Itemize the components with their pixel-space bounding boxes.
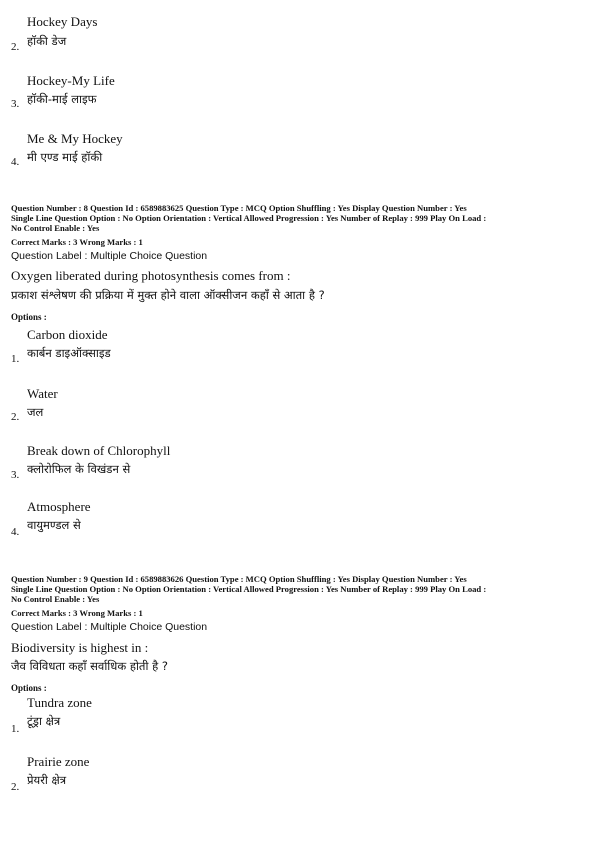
prev-option-3-hindi: हॉकी-माई लाइफ (27, 92, 97, 106)
q9-question-text-hindi: जैव विविधता कहाँ सर्वाधिक होती है ? (11, 659, 168, 673)
q9-question-text-english: Biodiversity is highest in : (11, 640, 149, 655)
q8-option-1-hindi: कार्बन डाइऑक्साइड (27, 346, 111, 360)
prev-option-4-hindi: मी एण्ड माई हॉकी (27, 150, 103, 164)
q9-option-1-number: 1. (11, 723, 20, 735)
prev-option-3-english: Hockey-My Life (27, 73, 115, 88)
q9-option-1-english: Tundra zone (27, 695, 92, 710)
q8-option-1-number: 1. (11, 353, 20, 365)
q9-option-2-number: 2. (11, 781, 20, 793)
q9-question-label: Question Label : Multiple Choice Question (11, 621, 208, 633)
q9-meta-line-2: Single Line Question Option : No Option Orientation : Vertical Allowed Progression : Yes Number of Replay : 999 Play On Load : (11, 584, 487, 594)
q9-option-2-english: Prairie zone (27, 754, 90, 769)
q8-meta-line-2: Single Line Question Option : No Option Orientation : Vertical Allowed Progression : Yes Number of Replay : 999 Play On Load : (11, 213, 487, 223)
q8-question-text-english: Oxygen liberated during photosynthesis comes from : (11, 268, 291, 283)
q8-marks: Correct Marks : 3 Wrong Marks : 1 (11, 237, 143, 247)
q8-meta-line-1: Question Number : 8 Question Id : 6589883625 Question Type : MCQ Option Shuffling : Yes Display Question Number : Yes (11, 203, 467, 213)
q8-question-label: Question Label : Multiple Choice Question (11, 250, 208, 262)
prev-option-2-number: 2. (11, 41, 20, 53)
prev-option-1-english: Hockey Days (27, 14, 98, 29)
q8-option-3-number: 3. (11, 469, 20, 481)
q8-option-4-number: 4. (11, 526, 20, 538)
q8-meta-line-3: No Control Enable : Yes (11, 223, 100, 233)
q9-marks: Correct Marks : 3 Wrong Marks : 1 (11, 608, 143, 618)
q8-option-2-number: 2. (11, 411, 20, 423)
prev-option-3-number: 3. (11, 98, 20, 110)
q9-option-1-hindi: टूंड्रा क्षेत्र (27, 714, 61, 728)
q8-option-1-english: Carbon dioxide (27, 327, 108, 342)
q8-option-3-hindi: क्लोरोफिल के विखंडन से (27, 462, 131, 476)
q9-options-label: Options : (11, 683, 47, 693)
q9-meta-line-3: No Control Enable : Yes (11, 594, 100, 604)
prev-option-2-hindi: हॉकी डेज (27, 34, 67, 48)
q9-meta-line-1: Question Number : 9 Question Id : 6589883626 Question Type : MCQ Option Shuffling : Yes Display Question Number : Yes (11, 574, 467, 584)
q8-option-2-english: Water (27, 386, 58, 401)
prev-option-4-number: 4. (11, 156, 20, 168)
q8-option-2-hindi: जल (27, 405, 44, 419)
q9-option-2-hindi: प्रेयरी क्षेत्र (27, 773, 67, 787)
q8-question-text-hindi: प्रकाश संश्लेषण की प्रक्रिया में मुक्त होने वाला ऑक्सीजन कहाँ से आता है ? (11, 288, 325, 302)
prev-option-4-english: Me & My Hockey (27, 131, 123, 146)
q8-option-4-hindi: वायुमण्डल से (27, 518, 81, 532)
q8-option-4-english: Atmosphere (27, 499, 91, 514)
q8-options-label: Options : (11, 312, 47, 322)
q8-option-3-english: Break down of Chlorophyll (27, 443, 171, 458)
